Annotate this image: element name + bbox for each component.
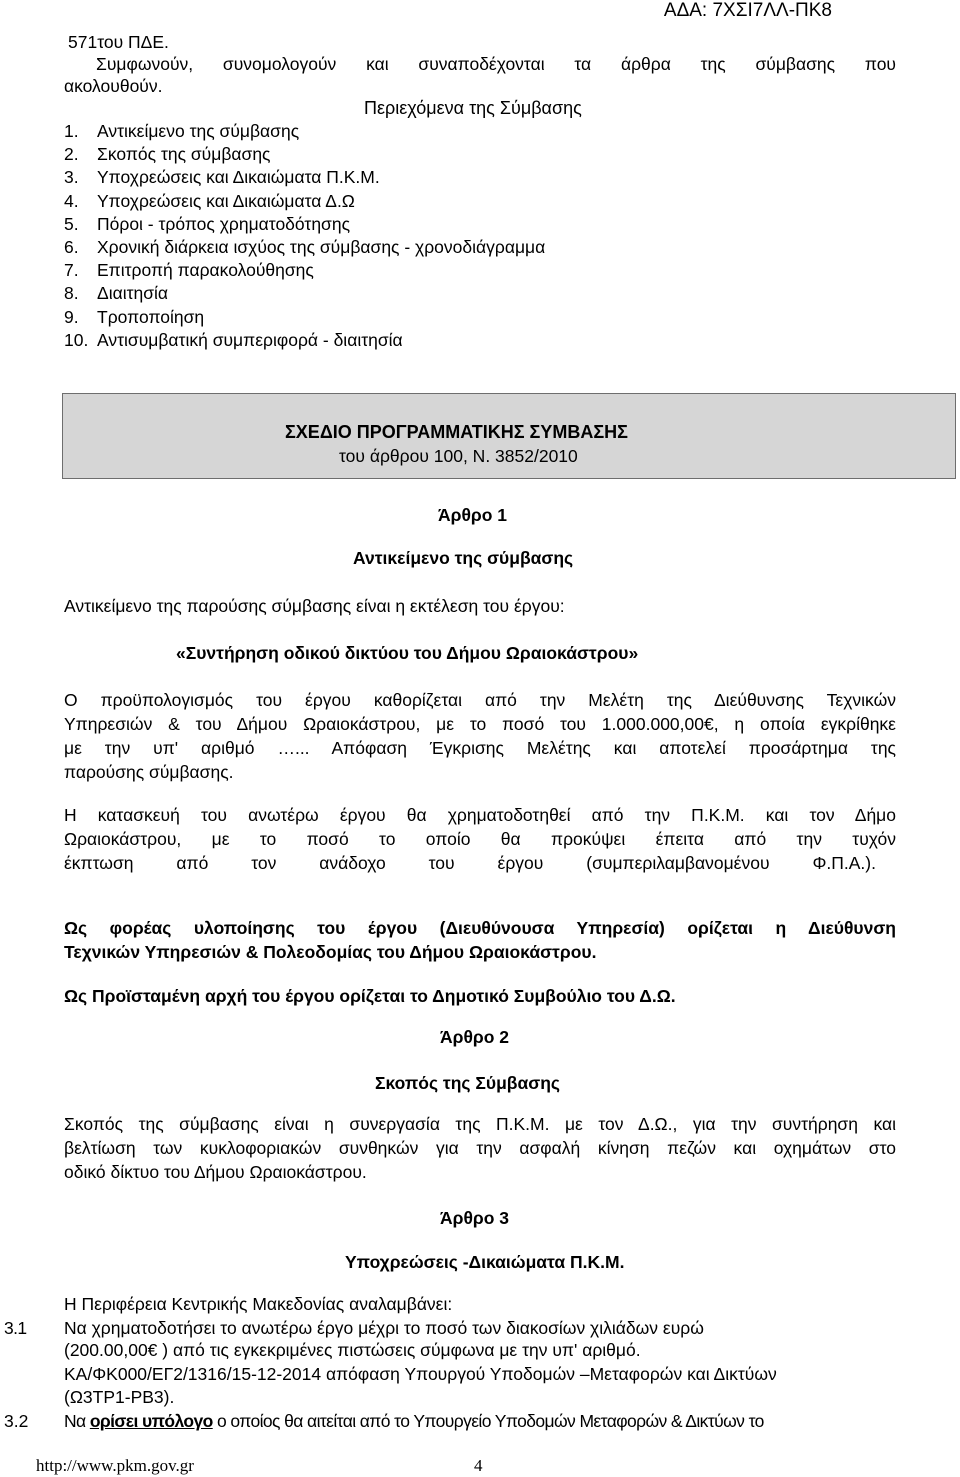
item-3-2-number: 3.2 bbox=[4, 1411, 29, 1431]
item-3-2-post: ο οποίος θα αιτείται από το Υπουργείο Υποδομών Μεταφορών & Δικτύων το bbox=[212, 1411, 764, 1431]
article-1-heading: Άρθρο 1 bbox=[438, 505, 508, 525]
toc-item bbox=[64, 330, 403, 351]
funding-line-1: Η κατασκευή του ανωτέρω έργου θα χρηματοδοτηθεί από την Π.Κ.Μ. και τον Δήμο bbox=[64, 805, 896, 825]
funding-line-2: Ωραιοκάστρου, με το ποσό το οποίο θα προκύψει έπειτα από την τυχόν bbox=[64, 829, 896, 849]
item-3-1-line-1: Να χρηματοδοτήσει το ανωτέρω έργο μέχρι το ποσό των διακοσίων χιλιάδων ευρώ bbox=[64, 1318, 704, 1338]
toc-item bbox=[64, 307, 204, 328]
toc-item-number: 7. bbox=[64, 260, 79, 281]
budget-line-1: Ο προϋπολογισμός του έργου καθορίζεται από την Μελέτη της Διεύθυνσης Τεχνικών bbox=[64, 690, 896, 710]
article-2-line-3: οδικό δίκτυο του Δήμου Ωραιοκάστρου. bbox=[64, 1162, 367, 1182]
title-box bbox=[62, 393, 956, 479]
article-2-line-2: βελτίωση των κυκλοφοριακών συνθηκών για την ασφαλή κίνηση πεζών και οχημάτων στο bbox=[64, 1138, 896, 1158]
toc-item-label: Τροποποίηση bbox=[97, 306, 205, 327]
box-title: ΣΧΕΔΙΟ ΠΡΟΓΡΑΜΜΑΤΙΚΗΣ ΣΥΜΒΑΣΗΣ bbox=[285, 422, 628, 442]
item-3-1-line-4: (Ω3ΤΡ1-ΡΒ3). bbox=[64, 1387, 175, 1407]
intro-line-1: 571του ΠΔΕ. bbox=[68, 32, 169, 52]
toc-item bbox=[64, 191, 355, 212]
toc-item bbox=[64, 237, 545, 258]
toc-item-number: 1. bbox=[64, 121, 79, 141]
article-2-line-1: Σκοπός της σύμβασης είναι η συνεργασία της Π.Κ.Μ. με τον Δ.Ω., για την συντήρηση και bbox=[64, 1114, 896, 1134]
article-1-title: Αντικείμενο της σύμβασης bbox=[353, 548, 574, 568]
toc-item-number: 9. bbox=[64, 306, 79, 327]
article-2-title: Σκοπός της Σύμβασης bbox=[375, 1073, 560, 1093]
item-3-1-line-2: (200.00,00€ ) από τις εγκεκριμένες πιστώσεις σύμφωνα με την υπ' αριθμό. bbox=[64, 1340, 641, 1360]
article-1-paragraph: Αντικείμενο της παρούσης σύμβασης είναι η εκτέλεση του έργου: bbox=[64, 596, 565, 616]
item-3-2-pre: Να bbox=[64, 1411, 90, 1431]
toc-item-label: Αντικείμενο της σύμβασης bbox=[97, 121, 300, 141]
toc-item bbox=[64, 121, 299, 142]
item-3-2-line bbox=[64, 1411, 764, 1432]
toc-item-number: 5. bbox=[64, 213, 79, 234]
toc-item-label: Πόροι - τρόπος χρηματοδότησης bbox=[97, 213, 351, 234]
project-name: «Συντήρηση οδικού δικτύου του Δήμου Ωραιοκάστρου» bbox=[176, 643, 639, 663]
toc-item-label: Αντισυμβατική συμπεριφορά - διαιτησία bbox=[97, 329, 403, 350]
toc-item bbox=[64, 144, 271, 165]
implementer-line-2: Τεχνικών Υπηρεσιών & Πολεοδομίας του Δήμου Ωραιοκάστρου. bbox=[64, 942, 597, 962]
item-3-1-line-3: ΚΑ/ΦΚ000/ΕΓ2/1316/15-12-2014 απόφαση Υπουργού Υποδομών –Μεταφορών και Δικτύων bbox=[64, 1364, 777, 1384]
toc-item-label: Υποχρεώσεις και Δικαιώματα Δ.Ω bbox=[97, 190, 355, 211]
item-3-1-number: 3.1 bbox=[4, 1318, 27, 1338]
toc-item-number: 10. bbox=[64, 329, 89, 350]
toc-item-label: Χρονική διάρκεια ισχύος της σύμβασης - χρονοδιάγραμμα bbox=[97, 237, 546, 257]
budget-line-3: με την υπ' αριθμό …... Απόφαση Έγκρισης Μελέτης και αποτελεί προσάρτημα της bbox=[64, 738, 896, 758]
toc-item-label: Σκοπός της σύμβασης bbox=[97, 144, 271, 165]
toc-item-number: 2. bbox=[64, 144, 79, 165]
toc-item-number: 4. bbox=[64, 190, 79, 211]
toc-item-label: Διαιτησία bbox=[97, 283, 169, 304]
article-3-title: Υποχρεώσεις -Δικαιώματα Π.Κ.Μ. bbox=[345, 1252, 625, 1272]
implementer-line-1: Ως φορέας υλοποίησης του έργου (Διευθύνουσα Υπηρεσία) ορίζεται η Διεύθυνση bbox=[64, 918, 896, 938]
toc-item bbox=[64, 260, 314, 281]
box-subtitle: του άρθρου 100, Ν. 3852/2010 bbox=[339, 446, 578, 466]
toc-item-label: Υποχρεώσεις και Δικαιώματα Π.Κ.Μ. bbox=[97, 167, 380, 188]
toc-item-label: Επιτροπή παρακολούθησης bbox=[97, 260, 314, 281]
budget-line-2: Υπηρεσιών & του Δήμου Ωραιοκάστρου, με το ποσό του 1.000.000,00€, η οποία εγκρίθηκε bbox=[64, 714, 896, 734]
item-3-2-underlined: ορίσει υπόλογο bbox=[89, 1411, 213, 1431]
intro-line-2: Συμφωνούν, συνομολογούν και συναποδέχονται τα άρθρα της σύμβασης που bbox=[96, 54, 896, 74]
intro-line-3: ακολουθούν. bbox=[64, 76, 163, 96]
toc-item bbox=[64, 214, 350, 235]
toc-item bbox=[64, 283, 168, 304]
ada-code: ΑΔΑ: 7ΧΣΙ7ΛΛ-ΠΚ8 bbox=[663, 0, 832, 21]
page-number: 4 bbox=[474, 1456, 483, 1475]
footer-url[interactable]: http://www.pkm.gov.gr bbox=[36, 1456, 194, 1475]
article-3-heading: Άρθρο 3 bbox=[440, 1208, 510, 1228]
toc-title: Περιεχόμενα της Σύμβασης bbox=[364, 98, 582, 118]
article-3-intro: Η Περιφέρεια Κεντρικής Μακεδονίας αναλαμβάνει: bbox=[64, 1294, 453, 1314]
authority-line: Ως Προϊσταμένη αρχή του έργου ορίζεται το Δημοτικό Συμβούλιο του Δ.Ω. bbox=[64, 986, 676, 1006]
toc-item-number: 6. bbox=[64, 237, 79, 257]
toc-item-number: 8. bbox=[64, 283, 79, 304]
toc-item-number: 3. bbox=[64, 167, 79, 188]
article-2-heading: Άρθρο 2 bbox=[440, 1027, 510, 1047]
toc-item bbox=[64, 167, 380, 188]
budget-line-4: παρούσης σύμβασης. bbox=[64, 762, 234, 782]
funding-line-3: έκπτωση από τον ανάδοχο του έργου (συμπεριλαμβανομένου Φ.Π.Α.). bbox=[64, 853, 876, 873]
